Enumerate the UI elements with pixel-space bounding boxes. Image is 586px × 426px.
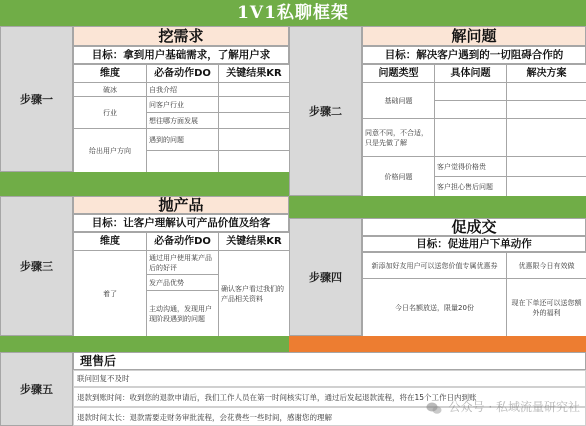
after-line-2: 退款到账时间：收到您的退款申请后，我们工作人员在第一时间核实订单，通过后发起退款流程，将在15个工作日内到账 — [73, 387, 586, 407]
demand-action-direction: 想往哪方面发展 — [147, 113, 219, 129]
solve-detail-cell — [435, 119, 507, 157]
demand-header-kr: 关键结果KR — [219, 65, 290, 83]
demand-dimension-guide: 给出用户方向 — [74, 129, 147, 173]
right-band-1 — [289, 196, 586, 218]
demand-kr-cell — [219, 151, 290, 173]
demand-title: 挖需求 — [73, 26, 289, 46]
solve-header-detail: 具体问题 — [435, 65, 507, 83]
wechat-icon — [426, 401, 442, 415]
demand-goal: 目标：拿到用户基础需求，了解用户求 — [73, 46, 289, 64]
step-label-5: 步骤五 — [0, 352, 73, 426]
solve-detail-expensive: 客户觉得价格贵 — [435, 157, 507, 177]
deal-script-limited: 今日名额放送，限量20份 — [363, 279, 507, 337]
step-label-4: 步骤四 — [289, 218, 362, 336]
deal-script-today: 优惠限今日有效做 — [507, 253, 586, 279]
right-band-2 — [289, 336, 586, 352]
demand-kr-cell — [219, 113, 290, 129]
demand-table — [73, 64, 290, 173]
solve-detail-cell — [435, 101, 507, 119]
solve-table — [362, 64, 586, 197]
solve-solution-cell — [507, 101, 586, 119]
demand-dimension-industry: 行业 — [74, 97, 147, 129]
step-label-2: 步骤二 — [289, 26, 362, 196]
solve-type-price: 价格问题 — [363, 157, 435, 197]
product-kr: 确认客户看过我们的产品相关资料 — [219, 251, 290, 337]
demand-action-industry: 问客户行业 — [147, 97, 219, 113]
solve-type-undecided: 同意不同，不合适，只是先做了解 — [363, 119, 435, 157]
deal-script-coupon: 新添加好友用户可以送您价值专属优惠券 — [363, 253, 507, 279]
left-band-1 — [0, 172, 289, 196]
solve-detail-cell — [435, 83, 507, 101]
demand-header-do: 必备动作DO — [147, 65, 219, 83]
solve-solution-cell — [507, 177, 586, 197]
step-label-1: 步骤一 — [0, 26, 73, 172]
after-line-1: 联问回复不及时 — [73, 370, 586, 387]
deal-table — [362, 252, 586, 337]
deal-script-bonus: 现在下单还可以送您额外的福利 — [507, 279, 586, 337]
product-goal: 目标：让客户理解认可产品价值及给客 — [73, 214, 289, 232]
product-title: 抛产品 — [73, 196, 289, 214]
demand-action-empty — [147, 151, 219, 173]
left-band-2 — [0, 336, 289, 352]
solve-title: 解问题 — [362, 26, 586, 46]
solve-detail-aftersale: 客户担心售后问题 — [435, 177, 507, 197]
solve-solution-cell — [507, 157, 586, 177]
watermark-text: 公众号 · 私域流量研究社 — [448, 400, 580, 414]
sheet-title: 1V1私聊框架 — [0, 0, 586, 26]
demand-action-intro: 自我介绍 — [147, 83, 219, 97]
after-title: 理售后 — [73, 352, 586, 370]
solve-solution-cell — [507, 83, 586, 101]
demand-kr-cell — [219, 97, 290, 113]
watermark — [426, 398, 580, 415]
product-action-communicate: 主动沟通，发现用户现阶段遇到的问题 — [147, 291, 219, 337]
product-header-kr: 关键结果KR — [219, 233, 290, 251]
solve-header-type: 问题类型 — [363, 65, 435, 83]
product-dimension: 着了 — [74, 251, 147, 337]
deal-title: 促成交 — [362, 218, 586, 236]
product-action-advantage: 发产品优势 — [147, 275, 219, 291]
deal-goal: 目标：促进用户下单动作 — [362, 236, 586, 252]
after-line-3: 退款时间太长：退款需要走财务审批流程，会花费些一些时间，感谢您的理解 — [73, 407, 586, 426]
product-header-dimension: 维度 — [74, 233, 147, 251]
demand-kr-cell — [219, 129, 290, 151]
demand-dimension-icebreak: 破冰 — [74, 83, 147, 97]
demand-header-dimension: 维度 — [74, 65, 147, 83]
product-action-reviews: 通过用户使用某产品后的好评 — [147, 251, 219, 275]
product-table — [73, 232, 290, 337]
solve-goal: 目标：解决客户遇到的一切阻碍合作的 — [362, 46, 586, 64]
solve-solution-cell — [507, 119, 586, 157]
demand-kr-cell — [219, 83, 290, 97]
solve-header-solution: 解决方案 — [507, 65, 586, 83]
demand-action-problems: 遇到的问题 — [147, 129, 219, 151]
step-label-3: 步骤三 — [0, 196, 73, 336]
solve-type-basic: 基础问题 — [363, 83, 435, 119]
product-header-do: 必备动作DO — [147, 233, 219, 251]
